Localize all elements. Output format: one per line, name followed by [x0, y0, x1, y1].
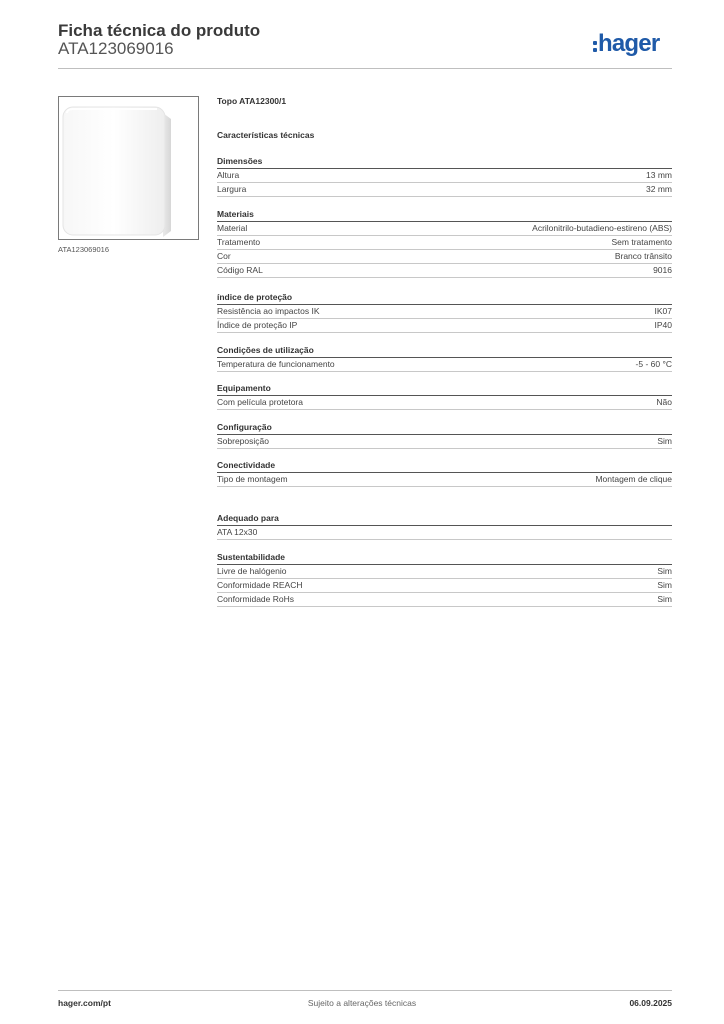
spec-label: Conformidade REACH: [217, 580, 303, 590]
spec-row: [217, 473, 672, 487]
spec-label: Conformidade RoHs: [217, 594, 295, 604]
spec-group-condicoes: [217, 345, 672, 372]
spec-value: IP40: [654, 320, 672, 330]
spec-row: [217, 236, 672, 250]
logo-dots-icon: [593, 41, 597, 52]
spec-group-dimensoes: [217, 156, 672, 197]
spec-label: Altura: [217, 170, 240, 180]
spec-label: Tratamento: [217, 237, 261, 247]
page-title: Ficha técnica do produto: [58, 21, 261, 40]
spec-label: Código RAL: [217, 265, 263, 275]
spec-row: [217, 358, 672, 372]
product-name: Topo ATA12300/1: [217, 96, 287, 106]
spec-row: [217, 264, 672, 278]
spec-row: [217, 250, 672, 264]
spec-value: Branco trânsito: [614, 251, 672, 261]
spec-row: [217, 565, 672, 579]
hager-logo: [593, 28, 659, 56]
group-title: Sustentabilidade: [217, 552, 672, 565]
spec-label: Material: [217, 223, 248, 233]
spec-row: [217, 396, 672, 410]
spec-value: 13 mm: [646, 170, 672, 180]
spec-label: Sobreposição: [217, 436, 269, 446]
spec-group-configuracao: [217, 422, 672, 449]
group-title: Condições de utilização: [217, 345, 672, 358]
group-title: índice de proteção: [217, 292, 672, 305]
spec-value: Montagem de clique: [595, 474, 672, 484]
spec-group-adequado-para: [217, 513, 672, 540]
group-title: Adequado para: [217, 513, 672, 526]
spec-row: [217, 222, 672, 236]
product-image: [58, 96, 199, 240]
footer-divider: [58, 990, 672, 991]
product-cap-icon: [59, 97, 198, 239]
header-divider: [58, 68, 672, 69]
spec-value: Sim: [657, 580, 672, 590]
spec-value: IK07: [654, 306, 672, 316]
logo-text: hager: [598, 30, 660, 57]
spec-group-sustentabilidade: [217, 552, 672, 607]
website-link[interactable]: hager.com/pt: [58, 998, 111, 1008]
group-title: Conectividade: [217, 460, 672, 473]
spec-group-materiais: [217, 209, 672, 278]
spec-value: Sim: [657, 436, 672, 446]
spec-label: Livre de halógenio: [217, 566, 287, 576]
spec-group-indice-protecao: [217, 292, 672, 333]
spec-value: Sim: [657, 594, 672, 604]
spec-row: [217, 435, 672, 449]
group-title: Configuração: [217, 422, 672, 435]
group-title: Dimensões: [217, 156, 672, 169]
spec-value: 9016: [653, 265, 672, 275]
spec-row: [217, 593, 672, 607]
spec-label: Com película protetora: [217, 397, 303, 407]
characteristics-heading: Características técnicas: [217, 130, 315, 140]
spec-row: [217, 526, 672, 540]
image-caption: ATA123069016: [58, 245, 110, 254]
spec-label: Índice de proteção IP: [217, 320, 298, 330]
spec-label: Largura: [217, 184, 247, 194]
spec-group-equipamento: [217, 383, 672, 410]
spec-label: ATA 12x30: [217, 527, 258, 537]
spec-value: Não: [656, 397, 672, 407]
spec-value: Sim: [657, 566, 672, 576]
spec-row: [217, 319, 672, 333]
group-title: Equipamento: [217, 383, 672, 396]
spec-row: [217, 579, 672, 593]
spec-row: [217, 305, 672, 319]
group-title: Materiais: [217, 209, 672, 222]
spec-label: Cor: [217, 251, 231, 261]
spec-row: [217, 183, 672, 197]
spec-value: -5 - 60 °C: [635, 359, 672, 369]
spec-label: Temperatura de funcionamento: [217, 359, 335, 369]
spec-value: Acrilonitrilo-butadieno-estireno (ABS): [532, 223, 672, 233]
spec-group-conectividade: [217, 460, 672, 487]
footer-date: 06.09.2025: [629, 998, 672, 1008]
spec-value: Sem tratamento: [611, 237, 672, 247]
footer-note: Sujeito a alterações técnicas: [307, 998, 417, 1008]
spec-label: Tipo de montagem: [217, 474, 288, 484]
spec-value: 32 mm: [646, 184, 672, 194]
spec-label: Resistência ao impactos IK: [217, 306, 320, 316]
spec-row: [217, 169, 672, 183]
product-code: ATA123069016: [58, 39, 174, 58]
